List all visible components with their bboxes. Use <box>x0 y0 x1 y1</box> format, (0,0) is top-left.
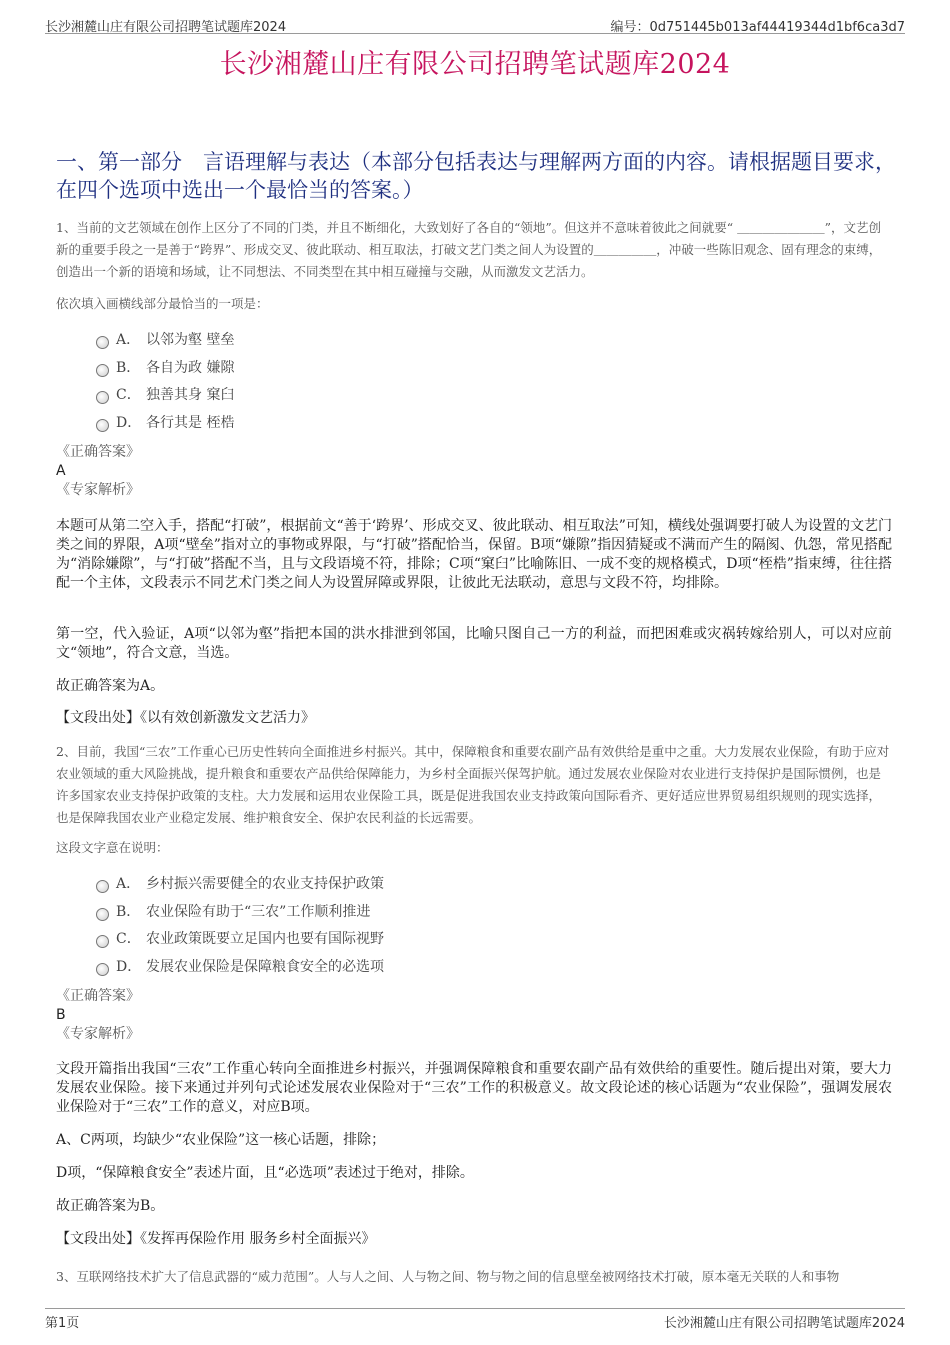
analysis-conclusion: 故正确答案为B。 <box>56 1198 165 1214</box>
question-2-stem <box>56 838 892 856</box>
option-d[interactable] <box>56 412 892 440</box>
page-title: 长沙湘麓山庄有限公司招聘笔试题库2024 <box>219 49 731 80</box>
page-header <box>45 13 905 33</box>
question-3 <box>56 1266 892 1288</box>
radio-icon[interactable] <box>96 935 109 948</box>
question-2 <box>56 741 892 829</box>
option-a[interactable] <box>56 873 892 901</box>
question-1-analysis <box>56 517 892 593</box>
radio-icon[interactable] <box>96 336 109 349</box>
option-text: 各行其是 桎梏 <box>146 414 235 431</box>
option-text: 独善其身 窠臼 <box>146 387 235 403</box>
question-stem: 依次填入画横线部分最恰当的一项是： <box>56 296 269 311</box>
question-2-analysis <box>56 1060 892 1117</box>
source-citation: 【文段出处】《以有效创新激发文艺活力》 <box>56 710 315 726</box>
option-letter: D． <box>116 414 142 431</box>
radio-icon[interactable] <box>96 963 109 976</box>
answer-label: 《正确答案》 <box>56 988 140 1004</box>
analysis-paragraph: A、C两项，均缺少“农业保险”这一核心话题，排除； <box>56 1132 386 1148</box>
option-letter: C． <box>116 931 141 947</box>
option-text: 发展农业保险是保障粮食安全的必选项 <box>146 958 384 975</box>
header-doc-title: 长沙湘麓山庄有限公司招聘笔试题库2024 <box>45 20 287 35</box>
header-divider <box>45 33 905 34</box>
question-1-analysis-2 <box>56 625 892 663</box>
option-b[interactable] <box>56 901 892 929</box>
question-1-stem <box>56 294 892 312</box>
analysis-paragraph: 第一空，代入验证，A项“以邻为壑”指把本国的洪水排泄到邻国，比喻只图自己一方的利益，而把困难或灾祸转嫁给别人，可以对应前文“领地”，符合文意，当选。 <box>56 626 892 661</box>
option-letter: C． <box>116 387 141 403</box>
radio-icon[interactable] <box>96 880 109 893</box>
question-1-conclusion <box>56 677 892 696</box>
analysis-label: 《专家解析》 <box>56 482 140 498</box>
option-letter: A． <box>116 876 141 892</box>
answer-label: 《正确答案》 <box>56 444 140 460</box>
question-1-options <box>56 329 892 439</box>
question-1-answer <box>56 442 892 500</box>
option-letter: B． <box>116 903 141 920</box>
question-text: 2、目前，我国“三农”工作重心已历史性转向全面推进乡村振兴。其中，保障粮食和重要农副产品有效供给是重中之重。大力发展农业保险，有助于应对农业领域的重大风险挑战，提升粮食和重要农产品供给保障能力，为乡村全面振兴保驾护航。通过发展农业保险对农业进行支持保护是国际惯例，也是许多国家农业支持保护政策的支柱。大力发展和运用农业保险工具，既是促进我国农业支持政策向国际看齐、更好适应世界贸易组织规则的现实选择，也是保障我国农业产业稳定发展、维护粮食安全、保护农民利益的长远需要。 <box>56 744 890 825</box>
question-2-analysis-2 <box>56 1131 892 1150</box>
footer-doc-title: 长沙湘麓山庄有限公司招聘笔试题库2024 <box>663 1316 905 1331</box>
question-2-conclusion <box>56 1197 892 1216</box>
option-d[interactable] <box>56 956 892 984</box>
radio-icon[interactable] <box>96 419 109 432</box>
option-text: 各自为政 嫌隙 <box>146 359 235 376</box>
radio-icon[interactable] <box>96 364 109 377</box>
answer-value: B <box>56 1007 66 1023</box>
radio-icon[interactable] <box>96 391 109 404</box>
option-a[interactable] <box>56 329 892 357</box>
option-text: 农业政策既要立足国内也要有国际视野 <box>146 931 384 947</box>
source-citation: 【文段出处】《发挥再保险作用 服务乡村全面振兴》 <box>56 1231 376 1247</box>
option-b[interactable] <box>56 357 892 385</box>
option-c[interactable] <box>56 384 892 412</box>
answer-value: A <box>56 463 66 479</box>
question-1-source <box>56 709 892 728</box>
option-c[interactable] <box>56 928 892 956</box>
analysis-conclusion: 故正确答案为A。 <box>56 678 165 694</box>
question-2-source <box>56 1230 892 1249</box>
analysis-label: 《专家解析》 <box>56 1026 140 1042</box>
question-stem: 这段文字意在说明： <box>56 840 169 855</box>
analysis-paragraph: D项，“保障粮食安全”表述片面，且“必选项”表述过于绝对，排除。 <box>56 1165 474 1181</box>
option-letter: D． <box>116 958 142 975</box>
radio-icon[interactable] <box>96 908 109 921</box>
analysis-paragraph: 本题可从第二空入手，搭配“打破”，根据前文“善于‘跨界’、形成交叉、彼此联动、相互取法”可知，横线处强调要打破人为设置的文艺门类之间的界限，A项“壁垒”指对立的事物或界限，与“打破”搭配恰当，保留。B项“嫌隙”指因猜疑或不满而产生的隔阂、仇怨，常见搭配为“消除嫌隙”，与“打破”搭配不当，且与文段语境不符，排除；C项“窠臼”比喻陈旧、一成不变的规格模式，D项“桎梏”指束缚，往往搭配一个主体，文段表示不同艺术门类之间人为设置屏障或界限，让彼此无法联动，意思与文段不符，均排除。 <box>56 518 892 591</box>
question-text: 1、当前的文艺领域在创作上区分了不同的门类，并且不断细化，大致划好了各自的“领地”。但这并不意味着彼此之间就要“ ＿＿＿＿＿＿＿”，文艺创新的重要手段之一是善于“跨界”、形成交叉、彼此联动、相互取法，打破文艺门类之间人为设置的＿＿＿＿＿，冲破一些陈旧观念、固有理念的束缚，创造出一个新的语境和场域，让不同想法、不同类型在其中相互碰撞与交融，从而激发文艺活力。 <box>56 220 882 279</box>
option-text: 乡村振兴需要健全的农业支持保护政策 <box>146 876 384 892</box>
option-letter: B． <box>116 359 141 376</box>
option-letter: A． <box>116 332 141 348</box>
question-2-answer <box>56 986 892 1044</box>
header-doc-id: 编号：0d751445b013af44419344d1bf6ca3d7 <box>610 20 905 35</box>
analysis-paragraph: 文段开篇指出我国“三农”工作重心转向全面推进乡村振兴，并强调保障粮食和重要农副产品有效供给的重要性。随后提出对策，要大力发展农业保险。接下来通过并列句式论述发展农业保险对于“三农”工作的积极意义。故文段论述的核心话题为“农业保险”，强调发展农业保险对于“三农”工作的意义，对应B项。 <box>56 1061 892 1115</box>
question-text: 3、互联网络技术扩大了信息武器的“威力范围”。人与人之间、人与物之间、物与物之间的信息壁垒被网络技术打破，原本毫无关联的人和事物 <box>56 1269 840 1284</box>
question-2-options <box>56 873 892 983</box>
question-1 <box>56 217 892 283</box>
option-text: 以邻为壑 壁垒 <box>146 332 235 348</box>
footer-divider <box>45 1308 905 1309</box>
option-text: 农业保险有助于“三农”工作顺利推进 <box>146 903 371 920</box>
section-heading: 一、第一部分 言语理解与表达（本部分包括表达与理解两方面的内容。请根据题目要求，在四个选项中选出一个最恰当的答案。） <box>56 150 896 202</box>
page-number: 第1页 <box>45 1316 80 1331</box>
question-2-analysis-3 <box>56 1164 892 1183</box>
